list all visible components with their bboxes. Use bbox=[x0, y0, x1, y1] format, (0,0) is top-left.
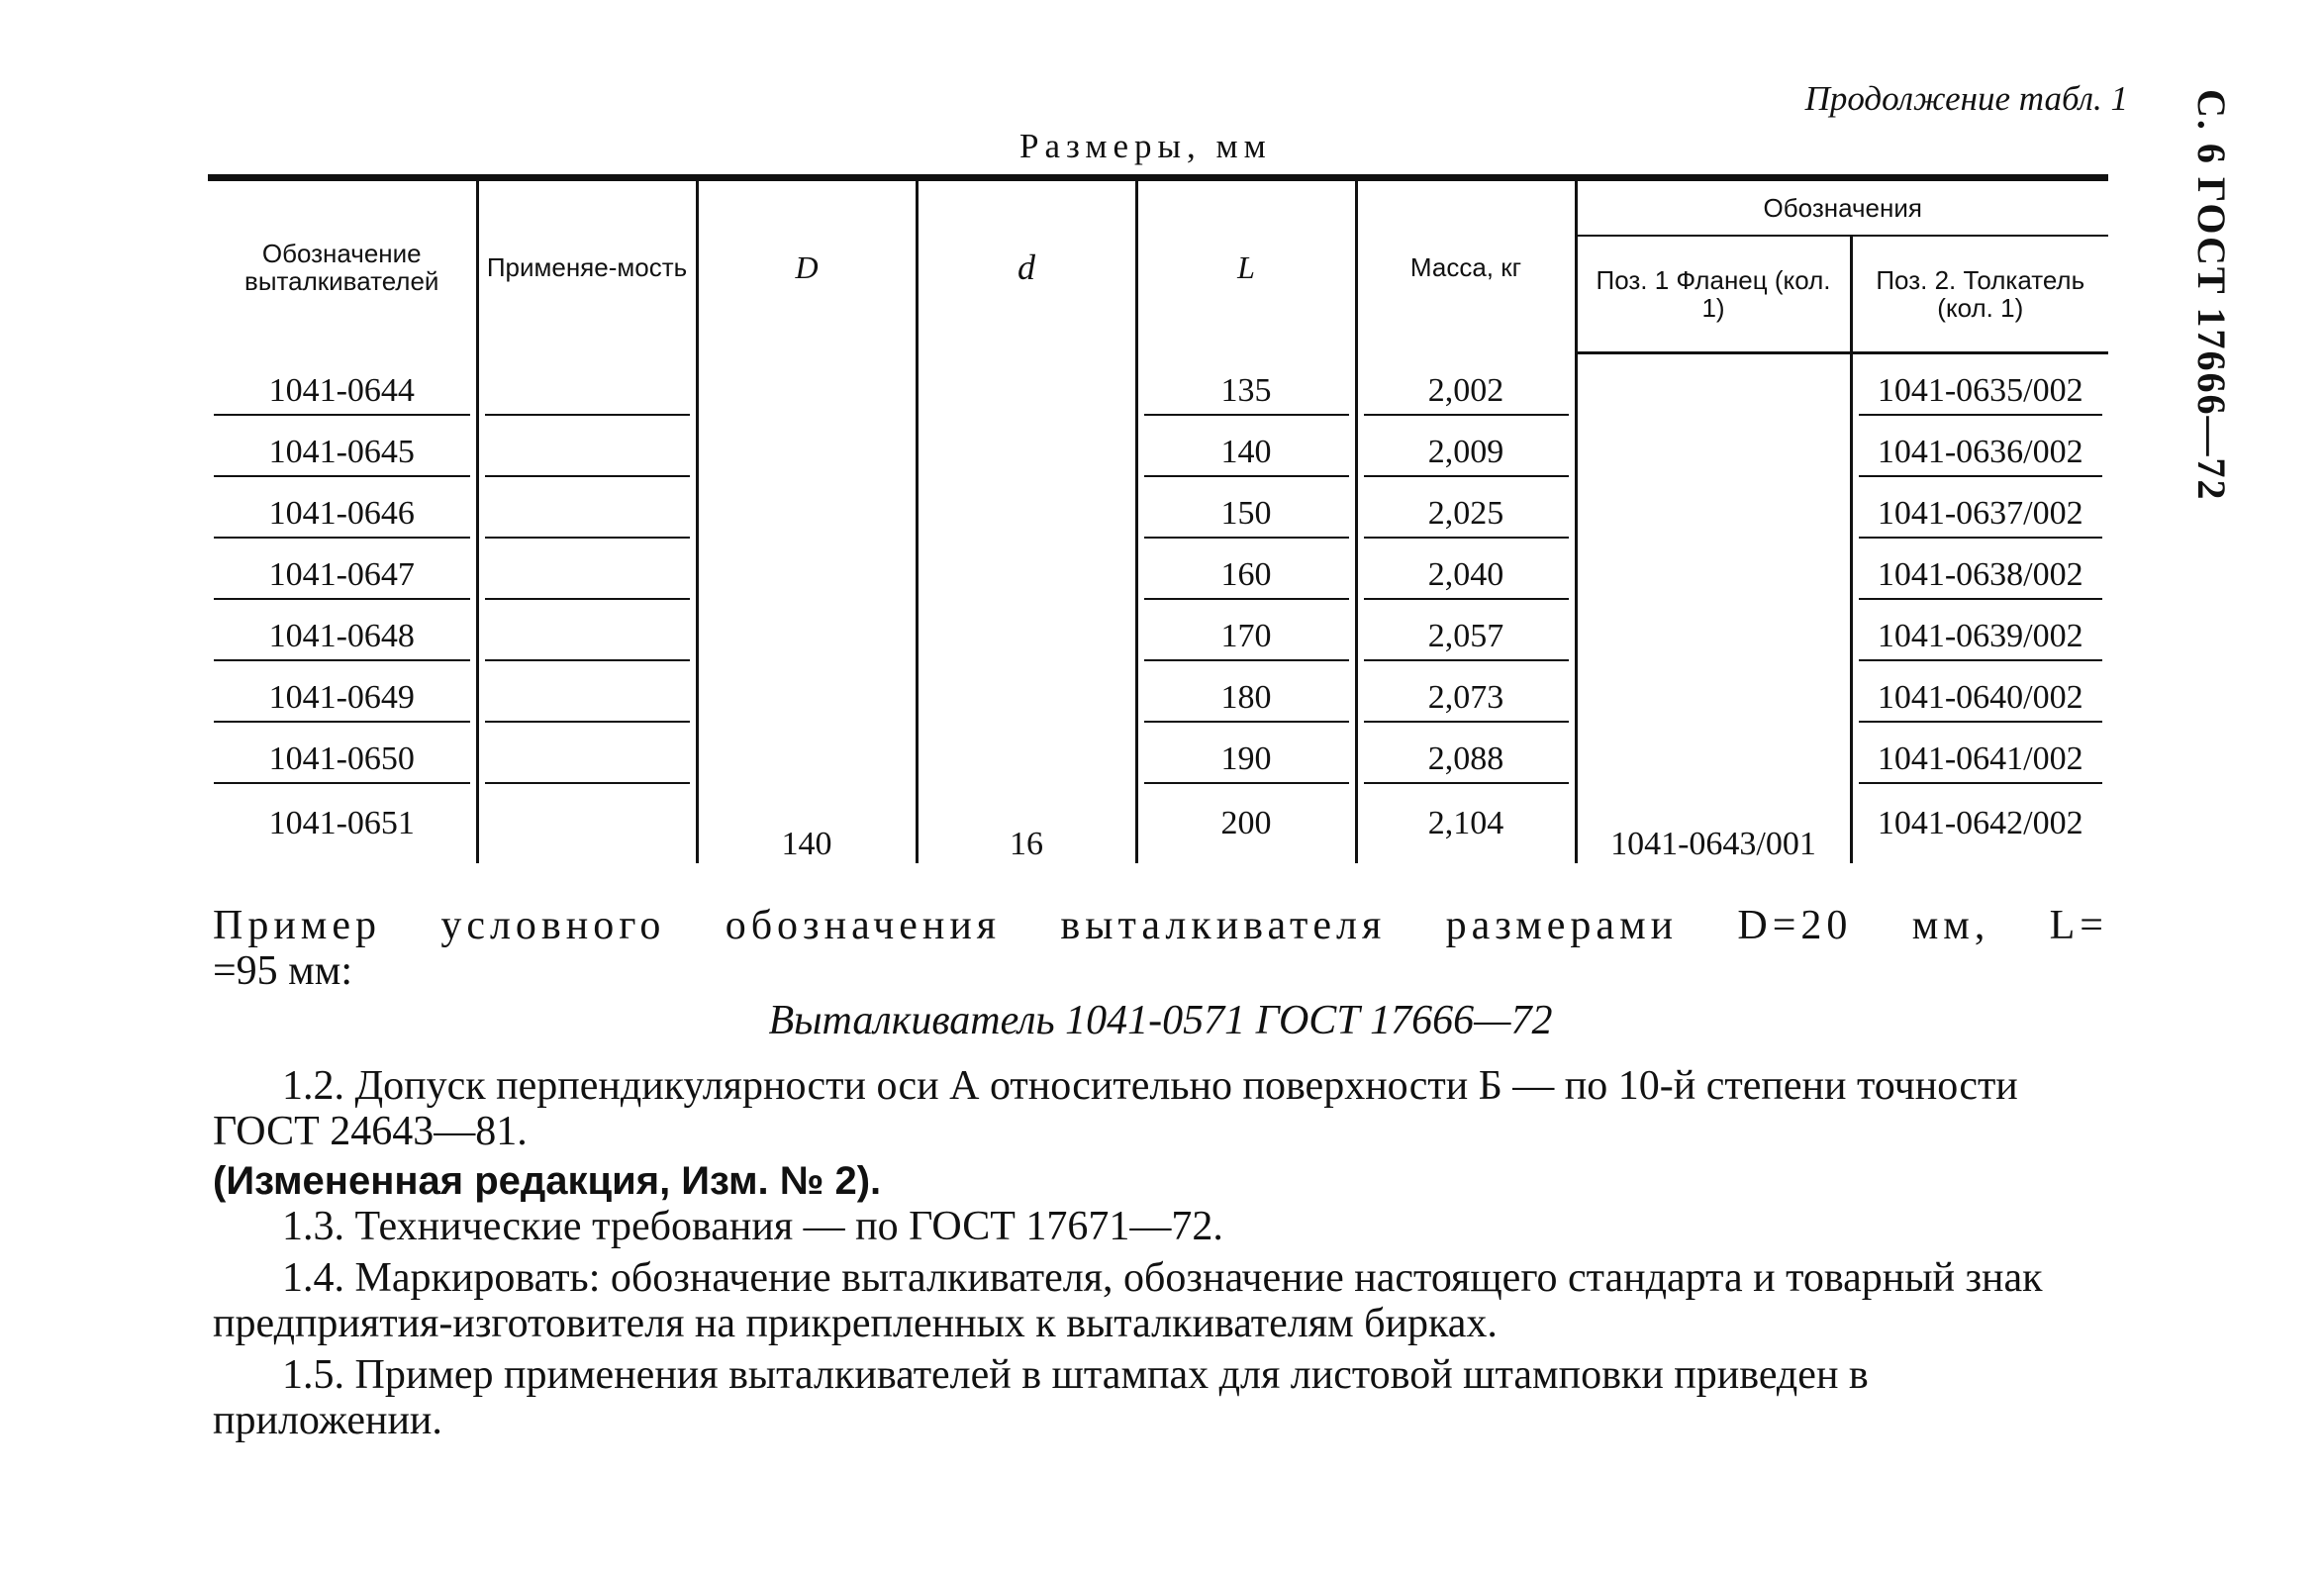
row-designation: 1041-0647 bbox=[214, 556, 470, 600]
row-pusher: 1041-0636/002 bbox=[1859, 434, 2103, 477]
header-designation: Обозначение выталкивателей bbox=[208, 178, 477, 353]
header-L: L bbox=[1136, 178, 1356, 353]
row-pusher: 1041-0640/002 bbox=[1859, 679, 2103, 723]
value-flange: 1041-0643/001 bbox=[1576, 353, 1851, 864]
dimensions-caption: Размеры, мм bbox=[1019, 127, 1272, 165]
row-pusher: 1041-0635/002 bbox=[1859, 372, 2103, 416]
row-designation: 1041-0649 bbox=[214, 679, 470, 723]
dimensions-table bbox=[208, 174, 2108, 863]
paragraph-1-3: 1.3. Технические требования — по ГОСТ 17671—72. bbox=[282, 1204, 1223, 1249]
row-applicability bbox=[485, 740, 690, 784]
row-designation: 1041-0650 bbox=[214, 740, 470, 784]
row-mass: 2,025 bbox=[1364, 495, 1569, 539]
header-applicability: Применяе-мость bbox=[477, 178, 697, 353]
row-mass: 2,002 bbox=[1364, 372, 1569, 416]
row-pusher: 1041-0639/002 bbox=[1859, 618, 2103, 661]
example-line-2: =95 мм: bbox=[213, 948, 353, 994]
header-pos2: Поз. 2. Толкатель (кол. 1) bbox=[1851, 236, 2108, 353]
header-group: Обозначения bbox=[1576, 178, 2108, 237]
row-applicability bbox=[485, 434, 690, 477]
continuation-caption: Продолжение табл. 1 bbox=[1804, 79, 2128, 118]
row-designation: 1041-0646 bbox=[214, 495, 470, 539]
row-designation: 1041-0648 bbox=[214, 618, 470, 661]
row-mass: 2,040 bbox=[1364, 556, 1569, 600]
row-mass: 2,073 bbox=[1364, 679, 1569, 723]
row-pusher: 1041-0638/002 bbox=[1859, 556, 2103, 600]
row-applicability bbox=[477, 784, 697, 863]
body-text bbox=[213, 903, 2108, 1443]
header-mass: Масса, кг bbox=[1356, 178, 1576, 353]
row-pusher: 1041-0642/002 bbox=[1851, 784, 2108, 863]
value-D: 140 bbox=[697, 353, 917, 864]
header-d: d bbox=[917, 178, 1136, 353]
row-applicability bbox=[485, 679, 690, 723]
row-L: 150 bbox=[1144, 495, 1349, 539]
value-d: 16 bbox=[917, 353, 1136, 864]
row-L: 160 bbox=[1144, 556, 1349, 600]
row-designation: 1041-0644 bbox=[214, 372, 470, 416]
row-L: 180 bbox=[1144, 679, 1349, 723]
header-pos1: Поз. 1 Фланец (кол. 1) bbox=[1576, 236, 1851, 353]
row-mass: 2,088 bbox=[1364, 740, 1569, 784]
row-applicability bbox=[485, 618, 690, 661]
row-designation: 1041-0645 bbox=[214, 434, 470, 477]
row-mass: 2,057 bbox=[1364, 618, 1569, 661]
paragraph-1-4: 1.4. Маркировать: обозначение выталкивателя, обозначение настоящего стандарта и товарный знак предприятия-изготовителя на прикрепленных к выталкивателям бирках. bbox=[213, 1255, 2043, 1346]
table-row bbox=[208, 353, 2108, 417]
header-D: D bbox=[697, 178, 917, 353]
row-pusher: 1041-0637/002 bbox=[1859, 495, 2103, 539]
row-designation: 1041-0651 bbox=[268, 805, 415, 841]
row-L: 200 bbox=[1136, 784, 1356, 863]
row-applicability bbox=[485, 556, 690, 600]
row-L: 190 bbox=[1144, 740, 1349, 784]
row-L: 135 bbox=[1144, 372, 1349, 416]
row-pusher: 1041-0641/002 bbox=[1859, 740, 2103, 784]
example-value: Выталкиватель 1041-0571 ГОСТ 17666—72 bbox=[768, 998, 1553, 1043]
example-line-1: Пример условного обозначения выталкивателя размерами D=20 мм, L= bbox=[213, 903, 2108, 948]
paragraph-1-2-note: (Измененная редакция, Изм. № 2). bbox=[213, 1159, 882, 1203]
row-L: 170 bbox=[1144, 618, 1349, 661]
row-mass: 2,104 bbox=[1356, 784, 1576, 863]
row-applicability bbox=[485, 372, 690, 416]
row-applicability bbox=[485, 495, 690, 539]
page-side-label: С. 6 ГОСТ 17666—72 bbox=[2189, 89, 2234, 502]
row-L: 140 bbox=[1144, 434, 1349, 477]
paragraph-1-5: 1.5. Пример применения выталкивателей в штампах для листовой штамповки приведен в приложении. bbox=[213, 1352, 1869, 1443]
row-mass: 2,009 bbox=[1364, 434, 1569, 477]
paragraph-1-2: 1.2. Допуск перпендикулярности оси А относительно поверхности Б — по 10-й степени точности ГОСТ 24643—81. bbox=[213, 1063, 2018, 1154]
